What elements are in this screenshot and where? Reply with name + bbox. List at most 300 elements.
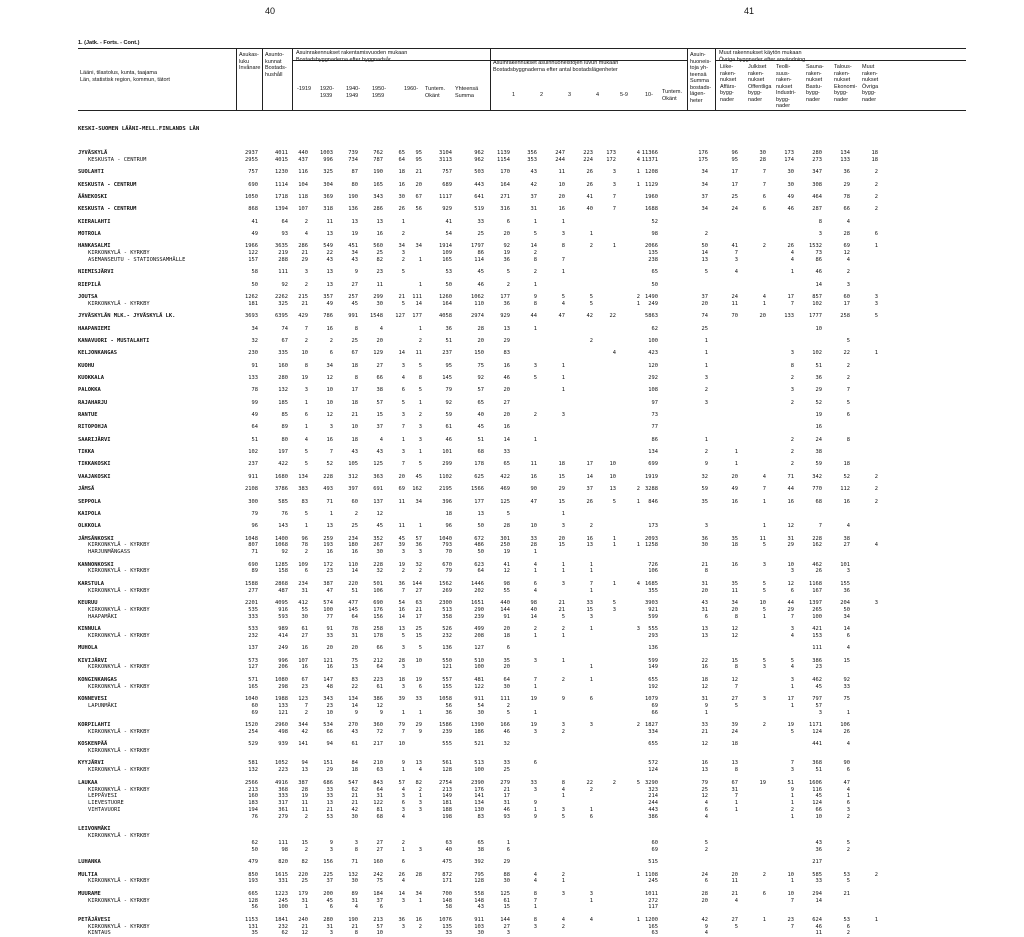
row-cell: 30	[759, 150, 766, 156]
row-cell: 60	[351, 498, 358, 505]
row-cell: 414	[278, 632, 288, 639]
row-cell: 13	[415, 760, 422, 767]
row-cell: 25	[701, 325, 708, 332]
row-cell: 16	[731, 561, 738, 568]
table-row	[0, 930, 1024, 937]
row-cell: 1	[418, 449, 422, 456]
row-cell: 2	[704, 387, 708, 394]
row-cell: 1003	[320, 150, 333, 156]
row-area-name: HAAPAMÄKI	[88, 613, 118, 620]
region-title: KESKI-SUOMEN LÄÄNI-MELL.FINLANDS LÄN	[78, 126, 200, 132]
row-cell: 3	[589, 890, 593, 897]
row-cell: 14	[503, 436, 510, 443]
row-cell: 23	[376, 269, 383, 276]
row-cell: 2	[762, 871, 766, 878]
row-cell: 10	[326, 709, 333, 716]
row-cell: 1	[612, 580, 616, 587]
row-area-name: VAAJAKOSKI	[78, 473, 111, 480]
table-row	[0, 301, 1024, 308]
row-cell: 2	[533, 250, 537, 257]
row-cell: 5	[704, 839, 708, 846]
row-cell: 26	[398, 871, 405, 878]
row-cell: 110	[348, 561, 358, 568]
row-cell: 13	[609, 486, 616, 493]
row-cell: 1606	[809, 779, 822, 786]
row-cell: 33	[530, 779, 537, 786]
row-cell: 12	[701, 683, 708, 690]
row-cell: 37	[326, 878, 333, 885]
row-cell: 690	[248, 181, 258, 188]
row-cell: 99	[251, 399, 258, 406]
row-cell: 343	[323, 696, 333, 702]
row-cell: 437	[298, 156, 308, 163]
row-cell: 3	[418, 807, 422, 814]
row-cell: 962	[474, 156, 484, 163]
row-cell: 11	[731, 587, 738, 594]
row-cell: 11	[731, 300, 738, 307]
row-cell: 13	[301, 767, 308, 774]
row-area-name: RAJAHARJU	[78, 399, 108, 406]
table-row	[0, 194, 1024, 201]
row-cell: 176	[373, 606, 383, 613]
row-cell: 33	[701, 722, 708, 729]
row-cell: 128	[248, 897, 258, 904]
table-row	[0, 375, 1024, 382]
table-row	[0, 568, 1024, 575]
row-cell: 148	[474, 897, 484, 904]
row-cell: 23	[301, 683, 308, 690]
row-cell: 4	[561, 916, 565, 923]
row-cell: 244	[648, 800, 658, 807]
row-cell: 56	[445, 702, 452, 709]
row-cell: 111	[812, 645, 822, 652]
row-cell: 29	[787, 606, 794, 613]
row-cell: 15	[843, 657, 850, 664]
row-cell: 63	[651, 930, 658, 937]
row-cell: 36	[503, 300, 510, 307]
row-cell: 550	[442, 657, 452, 664]
row-cell: 173	[648, 523, 658, 530]
row-cell: 176	[474, 786, 484, 793]
row-cell: 217	[373, 741, 383, 748]
row-cell: 1490	[645, 294, 658, 301]
row-cell: 74	[281, 325, 288, 332]
row-cell: 219	[278, 250, 288, 257]
row-cell: 65	[477, 839, 484, 846]
row-cell: 11	[759, 535, 766, 542]
row-area-name: HARJUNMÄNGASS	[88, 549, 131, 556]
row-cell: 214	[648, 793, 658, 800]
row-cell: 12	[701, 741, 708, 748]
row-cell: 60	[843, 294, 850, 301]
row-cell: 939	[278, 741, 288, 748]
row-cell: 111	[500, 696, 510, 702]
row-cell: 95	[445, 362, 452, 369]
row-cell: 7	[612, 193, 616, 200]
row-cell: 46	[815, 923, 822, 930]
row-cell: 3	[401, 897, 405, 904]
row-cell: 1062	[471, 294, 484, 301]
row-cell: 503	[474, 169, 484, 176]
row-cell: 996	[323, 156, 333, 163]
row-cell: 128	[442, 767, 452, 774]
row-cell: 2	[304, 281, 308, 288]
row-cell: 5	[874, 313, 878, 320]
row-cell: 331	[278, 878, 288, 885]
row-cell: 57	[477, 387, 484, 394]
row-cell: 335	[278, 350, 288, 357]
row-cell: 17	[351, 387, 358, 394]
row-cell: 100	[474, 664, 484, 671]
row-cell: 1	[304, 904, 308, 911]
row-cell: 96	[301, 535, 308, 542]
row-cell: 36	[445, 709, 452, 716]
table-row	[0, 350, 1024, 357]
row-cell: 20	[701, 587, 708, 594]
row-cell: 117	[648, 904, 658, 911]
row-cell: 2	[561, 923, 565, 930]
table-row	[0, 437, 1024, 444]
row-cell: 4015	[275, 156, 288, 163]
row-cell: 21	[351, 800, 358, 807]
row-cell: 165	[442, 257, 452, 263]
row-cell: 4	[704, 930, 708, 937]
row-cell: 1040	[439, 535, 452, 542]
row-cell: 1	[401, 436, 405, 443]
row-cell: 299	[442, 461, 452, 468]
row-cell: 100	[323, 606, 333, 613]
row-cell: 510	[474, 657, 484, 664]
row-cell: 20	[477, 337, 484, 344]
row-cell: 27	[351, 281, 358, 288]
row-cell: 1397	[809, 600, 822, 606]
row-cell: 6	[589, 696, 593, 702]
row-cell: 67	[301, 676, 308, 683]
row-cell: 534	[323, 722, 333, 729]
row-cell: 61	[301, 626, 308, 633]
row-cell: 2868	[275, 580, 288, 587]
row-cell: 190	[348, 916, 358, 923]
row-cell: 32	[415, 561, 422, 568]
row-cell: 78	[843, 193, 850, 200]
row-cell: 14	[398, 350, 405, 357]
row-cell: 386	[812, 657, 822, 664]
row-cell: 3	[418, 424, 422, 431]
row-cell: 16	[301, 645, 308, 652]
row-cell: 31	[701, 606, 708, 613]
row-cell: 18	[503, 632, 510, 639]
row-cell: 254	[248, 728, 258, 735]
row-cell: 50	[251, 281, 258, 288]
row-cell: 3	[704, 399, 708, 406]
row-cell: 1	[612, 542, 616, 549]
row-cell: 1	[589, 664, 593, 671]
row-cell: 34	[843, 613, 850, 620]
row-cell: 76	[251, 813, 258, 820]
row-cell: 13	[326, 523, 333, 530]
row-cell: 90	[530, 486, 537, 493]
row-cell: 672	[474, 535, 484, 542]
row-cell: 155	[442, 683, 452, 690]
row-area-name: KIRKONKYLÄ - KYRKBY	[88, 606, 150, 613]
row-area-name: LAPUNMÄKI	[88, 702, 118, 709]
row-cell: 4	[379, 325, 383, 332]
row-cell: 2	[762, 243, 766, 250]
table-row	[0, 878, 1024, 885]
row-cell: 21	[701, 561, 708, 568]
row-cell: 1	[790, 813, 794, 820]
row-area-name: KIRKONKYLÄ - KYRKBY	[88, 748, 150, 755]
row-cell: 54	[398, 600, 405, 606]
row-cell: 1	[533, 281, 537, 288]
row-cell: 16	[301, 664, 308, 671]
row-cell: 5	[762, 606, 766, 613]
row-cell: 42	[351, 807, 358, 814]
row-cell: 501	[373, 580, 383, 587]
row-cell: 89	[281, 424, 288, 431]
row-cell: 50	[445, 281, 452, 288]
row-cell: 192	[648, 683, 658, 690]
row-cell: 9	[533, 294, 537, 301]
row-cell: 21	[326, 807, 333, 814]
row-cell: 43	[351, 257, 358, 263]
row-cell: 45	[415, 473, 422, 480]
row-cell: 574	[323, 600, 333, 606]
row-cell: 10	[787, 890, 794, 897]
row-cell: 13	[351, 664, 358, 671]
row-cell: 67	[731, 779, 738, 786]
row-cell: 2	[506, 702, 510, 709]
row-cell: 2	[846, 930, 850, 937]
row-cell: 78	[301, 542, 308, 549]
row-cell: 4	[790, 257, 794, 263]
row-cell: 16	[415, 916, 422, 923]
table-row	[0, 549, 1024, 556]
row-cell: 118	[298, 193, 308, 200]
row-cell: 786	[323, 313, 333, 320]
row-cell: 8	[561, 243, 565, 250]
row-cell: 304	[323, 181, 333, 188]
row-cell: 28	[759, 156, 766, 163]
row-cell: 35	[731, 535, 738, 542]
row-cell: 6	[401, 800, 405, 807]
row-cell: 1562	[439, 580, 452, 587]
header-type-col: Liike- raken- nukset Affärs- bygg- nader	[720, 64, 737, 103]
header-households: Asunto- kunnat Bostads- hushåll	[265, 52, 287, 78]
row-cell: 129	[373, 350, 383, 357]
row-cell: 73	[651, 412, 658, 419]
row-cell: 69	[398, 486, 405, 493]
row-cell: 45	[815, 793, 822, 800]
row-cell: 571	[248, 676, 258, 683]
row-cell: 110	[474, 300, 484, 307]
row-area-name: KIRKONKYLÄ - KYRKBY	[88, 897, 150, 904]
row-cell: 16	[376, 230, 383, 237]
row-cell: 287	[812, 206, 822, 213]
page-number-right: 41	[744, 6, 755, 16]
row-cell: 58	[445, 904, 452, 911]
row-cell: 127	[474, 645, 484, 652]
row-cell: 386	[373, 696, 383, 702]
row-cell: 164	[500, 181, 510, 188]
row-cell: 690	[373, 600, 383, 606]
row-cell: 96	[731, 150, 738, 156]
row-cell: 3	[589, 613, 593, 620]
row-cell: 69	[651, 702, 658, 709]
row-cell: 2	[561, 676, 565, 683]
row-cell: 34	[701, 181, 708, 188]
row-cell: 1262	[245, 294, 258, 301]
row-cell: 29	[503, 859, 510, 866]
row-cell: 34	[251, 325, 258, 332]
row-cell: 155	[840, 580, 850, 587]
header-rule-top	[78, 48, 966, 49]
row-cell: 54	[477, 702, 484, 709]
header-population: Asukas- luku Invånare	[239, 52, 261, 71]
row-cell: 1129	[645, 181, 658, 188]
row-cell: 6	[704, 878, 708, 885]
row-cell: 1285	[275, 561, 288, 568]
row-cell: 27	[731, 696, 738, 702]
row-cell: 265	[812, 606, 822, 613]
row-cell: 20	[731, 871, 738, 878]
row-cell: 134	[840, 150, 850, 156]
row-area-name: KANNONKOSKI	[78, 561, 114, 568]
row-cell: 184	[373, 890, 383, 897]
row-cell: 770	[812, 486, 822, 493]
row-cell: 102	[812, 350, 822, 357]
row-cell: 1	[561, 387, 565, 394]
row-cell: 624	[812, 916, 822, 923]
row-cell: 361	[278, 807, 288, 814]
row-cell: 4058	[439, 313, 452, 320]
row-cell: 5	[533, 230, 537, 237]
row-cell: 77	[326, 613, 333, 620]
row-cell: 15	[301, 839, 308, 846]
row-cell: 846	[648, 498, 658, 505]
row-cell: 1718	[275, 193, 288, 200]
row-cell: 3	[790, 350, 794, 357]
col-divider	[490, 48, 491, 110]
row-cell: 820	[278, 859, 288, 866]
row-cell: 3	[790, 568, 794, 575]
row-cell: 1	[589, 561, 593, 568]
row-cell: 55	[301, 606, 308, 613]
row-cell: 158	[278, 568, 288, 575]
row-cell: 31	[301, 897, 308, 904]
row-cell: 40	[586, 206, 593, 213]
row-cell: 2	[418, 337, 422, 344]
row-cell: 133	[248, 375, 258, 381]
row-area-name: KIRKONKYLÄ - KYRKBY	[88, 767, 150, 774]
row-cell: 51	[787, 779, 794, 786]
row-cell: 6	[506, 846, 510, 853]
row-cell: 21	[351, 923, 358, 930]
row-cell: 13	[326, 800, 333, 807]
row-cell: 9	[561, 696, 565, 702]
row-cell: 2	[533, 269, 537, 276]
row-cell: 655	[648, 741, 658, 748]
row-cell: 1	[533, 568, 537, 575]
row-cell: 71	[326, 498, 333, 505]
row-cell: 190	[373, 169, 383, 176]
row-cell: 5	[506, 709, 510, 716]
row-cell: 2	[846, 375, 850, 381]
row-cell: 3	[561, 807, 565, 814]
row-cell: 15	[731, 657, 738, 664]
row-cell: 299	[373, 294, 383, 301]
row-cell: 26	[586, 169, 593, 176]
row-cell: 2	[612, 779, 616, 786]
row-cell: 33	[815, 878, 822, 885]
row-cell: 100	[278, 904, 288, 911]
table-row	[0, 282, 1024, 289]
row-cell: 4	[636, 156, 640, 163]
row-cell: 31	[376, 793, 383, 800]
row-cell: 37	[586, 486, 593, 493]
row-cell: 308	[812, 181, 822, 188]
row-cell: 100	[474, 767, 484, 774]
row-cell: 2	[704, 449, 708, 456]
row-cell: 5	[506, 510, 510, 517]
row-cell: 10	[609, 461, 616, 468]
row-cell: 4	[762, 473, 766, 480]
row-cell: 186	[474, 728, 484, 735]
row-cell: 21	[503, 786, 510, 793]
row-cell: 3	[401, 923, 405, 930]
row-cell: 13	[398, 626, 405, 633]
row-cell: 1	[589, 897, 593, 904]
row-cell: 28	[503, 523, 510, 530]
row-cell: 2	[418, 412, 422, 419]
row-cell: 1048	[245, 535, 258, 542]
row-area-name: KAIPOLA	[78, 510, 101, 517]
row-cell: 4	[401, 375, 405, 381]
row-cell: 599	[648, 613, 658, 620]
row-cell: 996	[278, 657, 288, 664]
row-cell: 5	[612, 600, 616, 606]
row-cell: 1154	[497, 156, 510, 163]
row-cell: 5	[304, 449, 308, 456]
row-cell: 1	[874, 243, 878, 250]
row-cell: 28	[398, 657, 405, 664]
row-cell: 101	[442, 449, 452, 456]
header-built-year: Asuinrakennukset rakentamisvuoden mukaan Bostadsbyggnaderna efter byggnadsår	[296, 50, 408, 63]
row-cell: 2066	[645, 243, 658, 250]
row-cell: 26	[398, 206, 405, 213]
row-cell: 3786	[275, 486, 288, 493]
row-cell: 76	[281, 510, 288, 517]
row-cell: 8	[304, 362, 308, 369]
row-cell: 92	[281, 281, 288, 288]
row-cell: 25	[701, 786, 708, 793]
row-cell: 4	[533, 871, 537, 878]
row-cell: 81	[376, 807, 383, 814]
row-cell: 429	[298, 313, 308, 320]
row-cell: 2	[304, 846, 308, 853]
row-cell: 1260	[439, 294, 452, 301]
row-cell: 53	[843, 871, 850, 878]
row-cell: 3	[561, 580, 565, 587]
row-cell: 28	[415, 871, 422, 878]
row-cell: 18	[445, 510, 452, 517]
row-cell: 26	[586, 181, 593, 188]
row-cell: 2	[874, 871, 878, 878]
row-cell: 37	[530, 193, 537, 200]
row-area-name: JÄMSÄ	[78, 486, 95, 493]
row-area-name: KIRKONKYLÄ - KYRKBY	[88, 632, 150, 639]
row-cell: 279	[278, 813, 288, 820]
